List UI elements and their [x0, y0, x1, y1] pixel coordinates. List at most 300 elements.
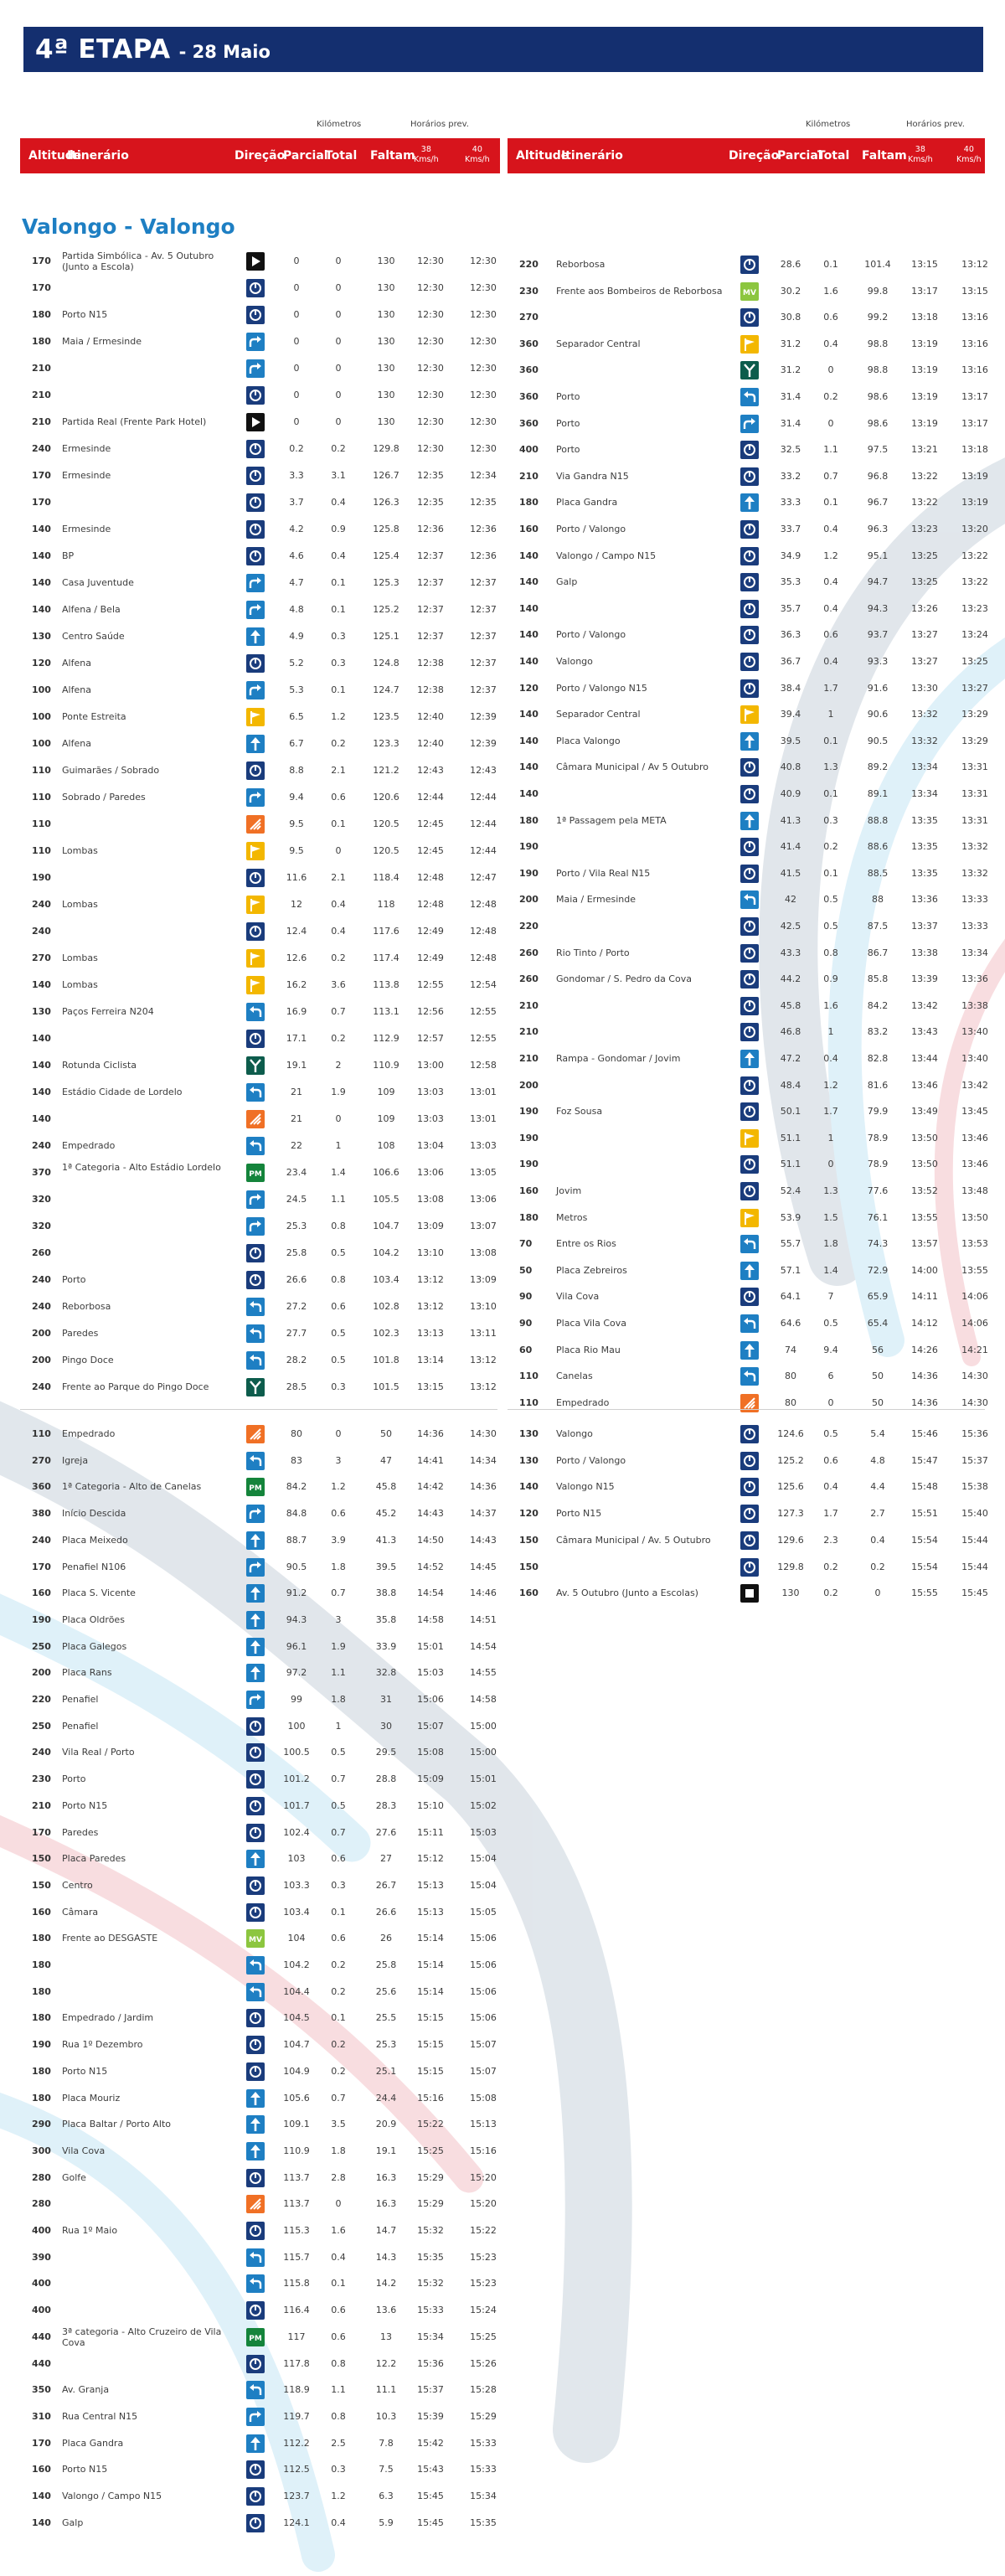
time-38kmh: 15:47	[911, 1454, 938, 1466]
time-38kmh: 13:10	[417, 1247, 444, 1258]
roundabout-icon	[246, 2062, 265, 2081]
itinerary-location	[62, 2270, 238, 2297]
turn-left-icon	[246, 1351, 265, 1370]
km-partial: 103.4	[283, 1906, 310, 1918]
time-38kmh: 13:27	[911, 656, 938, 667]
km-total: 3.5	[331, 2119, 346, 2130]
turn-left-icon	[246, 1956, 265, 1975]
km-remaining: 101.5	[373, 1381, 399, 1392]
time-38kmh: 13:13	[417, 1328, 444, 1339]
altitude-value: 240	[32, 1140, 51, 1151]
km-total: 1.1	[331, 1194, 346, 1205]
km-total: 0.5	[331, 1247, 346, 1258]
time-40kmh: 12:39	[470, 711, 497, 722]
altitude-value: 260	[519, 973, 539, 985]
itinerary-location	[62, 2191, 238, 2217]
altitude-value: 240	[32, 1381, 51, 1392]
km-remaining: 26.7	[375, 1879, 397, 1891]
km-partial: 104	[287, 1933, 306, 1944]
km-total: 0.7	[331, 1773, 346, 1785]
roundabout-icon	[740, 600, 759, 618]
km-partial: 3.7	[289, 497, 304, 508]
itinerary-location: Placa Baltar / Porto Alto	[62, 2119, 171, 2130]
time-38kmh: 12:40	[417, 738, 444, 749]
table-row	[508, 1283, 988, 1310]
sprint-icon	[740, 282, 759, 301]
km-remaining: 91.6	[867, 682, 889, 694]
km-remaining: 27.6	[375, 1826, 397, 1838]
itinerary-location: Placa Rans	[62, 1667, 112, 1679]
time-38kmh: 13:19	[911, 364, 938, 376]
table-row	[508, 648, 988, 675]
time-40kmh: 15:06	[470, 1933, 497, 1944]
km-partial: 51.1	[780, 1132, 801, 1143]
altitude-value: 110	[32, 1428, 51, 1439]
altitude-value: 270	[32, 952, 51, 963]
km-remaining: 5.4	[870, 1428, 885, 1439]
col-altitude: Altitude	[516, 149, 570, 163]
time-38kmh: 15:42	[417, 2437, 444, 2449]
roundabout-icon	[246, 1797, 265, 1815]
table-row	[20, 999, 497, 1025]
km-partial: 84.2	[286, 1481, 307, 1493]
table-row	[508, 1474, 988, 1500]
itinerary-location: Porto N15	[62, 309, 108, 320]
km-total: 0.5	[823, 1318, 838, 1329]
time-38kmh: 14:42	[417, 1481, 444, 1493]
km-partial: 39.5	[780, 735, 801, 746]
table-row	[20, 1320, 497, 1347]
table-row	[20, 1347, 497, 1374]
straight-arrow-icon	[246, 1531, 265, 1550]
table-row	[508, 1072, 988, 1099]
straight-arrow-icon	[246, 1850, 265, 1868]
time-group-label-left: Horários prev.	[410, 120, 469, 129]
km-total: 0	[335, 256, 342, 266]
km-remaining: 31	[380, 1694, 392, 1705]
time-38kmh: 15:43	[417, 2464, 444, 2475]
time-40kmh: 12:35	[470, 497, 497, 508]
col-itinerary: Itinerário	[67, 149, 129, 163]
table-row	[508, 569, 988, 596]
km-total: 0.2	[331, 1985, 346, 1997]
time-40kmh: 12:54	[470, 979, 497, 990]
time-40kmh: 15:36	[961, 1428, 988, 1439]
altitude-value: 140	[519, 576, 539, 588]
turn-right-icon	[246, 574, 265, 592]
km-partial: 83	[291, 1454, 302, 1466]
km-partial: 112.2	[283, 2437, 310, 2449]
stage-date: - 28 Maio	[178, 42, 271, 62]
time-38kmh: 13:25	[911, 550, 938, 561]
km-total: 0.8	[331, 2410, 346, 2422]
km-remaining: 28.3	[375, 1799, 397, 1811]
km-total: 1.6	[331, 2225, 346, 2236]
time-38kmh: 14:43	[417, 1508, 444, 1520]
km-remaining: 130	[377, 309, 395, 320]
time-38kmh: 13:32	[911, 709, 938, 720]
km-total: 0.6	[823, 1454, 838, 1466]
altitude-value: 70	[519, 1238, 533, 1250]
itinerary-location	[556, 304, 732, 331]
km-total: 0.3	[331, 2464, 346, 2475]
table-row	[508, 1125, 988, 1152]
altitude-value: 140	[32, 577, 51, 588]
table-row	[20, 516, 497, 543]
itinerary-location: Paredes	[62, 1826, 99, 1838]
km-partial: 96.1	[286, 1640, 307, 1652]
km-remaining: 117.6	[373, 926, 399, 937]
altitude-value: 140	[32, 1060, 51, 1071]
itinerary-location: Porto / Valongo	[556, 1454, 626, 1466]
km-remaining: 109	[377, 1113, 395, 1124]
time-40kmh: 13:20	[961, 524, 988, 534]
turn-right-icon	[246, 2408, 265, 2426]
time-40kmh: 15:20	[470, 2198, 497, 2210]
km-total: 2	[335, 1060, 342, 1071]
km-remaining: 97.5	[867, 444, 889, 456]
km-partial: 100.5	[283, 1747, 310, 1758]
itinerary-location: Alfena	[62, 684, 91, 695]
itinerary-location: Centro Saúde	[62, 631, 125, 642]
table-row	[508, 1257, 988, 1284]
altitude-value: 180	[32, 309, 51, 320]
itinerary-location: Câmara Municipal / Av. 5 Outubro	[556, 1534, 711, 1546]
itinerary-location: Placa Vila Cova	[556, 1318, 627, 1329]
altitude-value: 190	[32, 1613, 51, 1625]
km-partial: 117.8	[283, 2357, 310, 2369]
roundabout-icon	[246, 869, 265, 887]
km-remaining: 25.1	[375, 2065, 397, 2077]
table-row	[508, 463, 988, 490]
straight-arrow-icon	[740, 1262, 759, 1280]
time-38kmh: 15:46	[911, 1428, 938, 1439]
time-40kmh: 13:33	[961, 921, 988, 932]
table-row	[20, 838, 497, 865]
roundabout-icon	[246, 2487, 265, 2506]
turn-right-icon	[246, 601, 265, 619]
feed-zone-icon	[246, 2195, 265, 2213]
km-total: 0.4	[823, 524, 838, 534]
altitude-value: 290	[32, 2119, 51, 2130]
stage-title: 4ª ETAPA	[35, 34, 171, 65]
km-remaining: 93.3	[867, 656, 889, 667]
itinerary-location: Reborbosa	[62, 1301, 111, 1312]
itinerary-location: Ermesinde	[62, 470, 111, 481]
itinerary-location: Porto / Valongo	[556, 629, 626, 641]
km-total: 0.1	[823, 497, 838, 508]
table-row	[20, 1025, 497, 1052]
altitude-value: 150	[519, 1561, 539, 1572]
km-remaining: 130	[377, 256, 395, 266]
table-row	[20, 1159, 497, 1186]
time-40kmh: 14:34	[470, 1454, 497, 1466]
km-partial: 30.2	[780, 285, 801, 297]
km-remaining: 88.8	[867, 814, 889, 826]
time-38kmh: 15:15	[417, 2065, 444, 2077]
table-row	[508, 1151, 988, 1178]
km-partial: 105.6	[283, 2092, 310, 2104]
altitude-value: 160	[519, 1185, 539, 1196]
flag-icon	[246, 896, 265, 914]
table-row	[508, 410, 988, 437]
altitude-value: 380	[32, 1508, 51, 1520]
km-remaining: 4.8	[870, 1454, 885, 1466]
roundabout-icon	[740, 865, 759, 883]
km-total: 1.2	[823, 550, 838, 561]
table-row	[20, 2430, 497, 2457]
time-40kmh: 12:30	[470, 282, 497, 293]
km-total: 1.2	[331, 2491, 346, 2501]
km-remaining: 7.8	[379, 2437, 394, 2449]
km-partial: 12.4	[286, 926, 307, 937]
table-row	[20, 2111, 497, 2138]
altitude-value: 190	[519, 1159, 539, 1170]
altitude-value: 210	[519, 1053, 539, 1064]
km-partial: 50.1	[780, 1106, 801, 1118]
start-icon	[246, 413, 265, 431]
km-partial: 42.5	[780, 921, 801, 932]
altitude-value: 120	[32, 658, 51, 669]
km-remaining: 105.5	[373, 1194, 399, 1205]
table-row	[20, 1713, 497, 1740]
time-38kmh: 15:14	[417, 1985, 444, 1997]
km-remaining: 28.8	[375, 1773, 397, 1785]
km-total: 0	[335, 416, 342, 427]
table-header-right	[508, 138, 985, 173]
time-40kmh: 13:53	[961, 1238, 988, 1250]
km-total: 1.8	[331, 1561, 346, 1572]
altitude-value: 140	[519, 709, 539, 720]
time-38kmh: 13:00	[417, 1060, 444, 1071]
table-row	[508, 966, 988, 993]
km-partial: 74	[785, 1344, 796, 1355]
km-remaining: 26.6	[375, 1906, 397, 1918]
km-partial: 36.3	[780, 629, 801, 641]
roundabout-icon	[246, 922, 265, 941]
time-38kmh: 13:30	[911, 682, 938, 694]
time-38kmh: 14:36	[911, 1371, 938, 1382]
time-40kmh: 14:21	[961, 1344, 988, 1355]
km-total: 1	[827, 1026, 834, 1038]
flag-icon	[246, 842, 265, 860]
itinerary-location: Placa Paredes	[62, 1853, 126, 1865]
altitude-value: 130	[32, 631, 51, 642]
km-total: 1.6	[823, 285, 838, 297]
km-partial: 101.7	[283, 1799, 310, 1811]
roundabout-icon	[740, 1531, 759, 1550]
table-row	[508, 1421, 988, 1448]
turn-right-icon	[246, 681, 265, 699]
time-38kmh: 12:30	[417, 416, 444, 427]
itinerary-location: Galp	[62, 2517, 84, 2528]
km-remaining: 108	[377, 1140, 395, 1151]
table-row	[20, 650, 497, 677]
time-38kmh: 12:37	[417, 631, 444, 642]
time-40kmh: 13:32	[961, 867, 988, 879]
time-40kmh: 12:30	[470, 443, 497, 454]
turn-left-icon	[246, 1003, 265, 1021]
km-total: 3.1	[331, 470, 346, 481]
km-total: 0	[335, 309, 342, 320]
time-40kmh: 13:05	[470, 1167, 497, 1178]
fork-icon	[246, 1378, 265, 1396]
time-40kmh: 13:46	[961, 1159, 988, 1170]
flag-icon	[740, 335, 759, 354]
time-40kmh: 12:47	[470, 872, 497, 883]
time-40kmh: 15:38	[961, 1481, 988, 1493]
km-remaining: 5.9	[379, 2517, 394, 2528]
itinerary-location: Maia / Ermesinde	[62, 336, 142, 347]
table-row	[508, 993, 988, 1020]
table-row	[508, 1390, 988, 1417]
itinerary-location: Sobrado / Paredes	[62, 792, 146, 803]
altitude-value: 400	[32, 2278, 51, 2289]
time-38kmh: 13:23	[911, 524, 938, 534]
itinerary-location: Partida Simbólica - Av. 5 Outubro (Junto a Escola)	[62, 250, 214, 272]
itinerary-location: 1ª Categoria - Alto Estádio Lordelo	[62, 1162, 221, 1173]
km-partial: 8.8	[289, 765, 304, 776]
altitude-value: 200	[32, 1667, 51, 1679]
itinerary-location	[556, 1072, 732, 1099]
altitude-value: 210	[519, 1026, 539, 1038]
km-total: 0.1	[331, 577, 346, 588]
itinerary-location: Valongo / Campo N15	[556, 550, 657, 561]
roundabout-icon	[246, 440, 265, 458]
km-remaining: 104.2	[373, 1247, 399, 1258]
time-38kmh: 15:45	[417, 2491, 444, 2501]
time-40kmh: 15:29	[470, 2410, 497, 2422]
itinerary-location: Frente aos Bombeiros de Reborbosa	[556, 285, 723, 297]
roundabout-icon	[246, 547, 265, 565]
km-total: 0	[335, 845, 342, 856]
km-remaining: 123.3	[373, 738, 399, 749]
time-40kmh: 13:38	[961, 999, 988, 1011]
altitude-value: 200	[519, 894, 539, 906]
altitude-value: 110	[32, 818, 51, 829]
km-partial: 24.5	[286, 1194, 307, 1205]
altitude-value: 140	[32, 1033, 51, 1044]
km-partial: 28.2	[286, 1355, 307, 1365]
table-row	[20, 436, 497, 462]
table-row	[508, 675, 988, 702]
table-row	[20, 462, 497, 489]
itinerary-location: Placa Meixedo	[62, 1534, 128, 1546]
roundabout-icon	[740, 467, 759, 486]
km-total: 2.3	[823, 1534, 838, 1546]
itinerary-location	[556, 1554, 732, 1581]
time-38kmh: 12:55	[417, 979, 444, 990]
altitude-value: 200	[32, 1328, 51, 1339]
straight-arrow-icon	[246, 735, 265, 753]
km-partial: 41.4	[780, 841, 801, 853]
time-38kmh: 12:35	[417, 470, 444, 481]
itinerary-location: BP	[62, 550, 75, 561]
itinerary-location: Placa Gandra	[62, 2437, 124, 2449]
km-total: 0.3	[331, 658, 346, 669]
itinerary-location: Porto N15	[556, 1508, 602, 1520]
table-row	[508, 781, 988, 808]
roundabout-icon	[246, 1903, 265, 1922]
altitude-value: 240	[32, 1747, 51, 1758]
time-38kmh: 13:46	[911, 1079, 938, 1091]
altitude-value: 60	[519, 1344, 533, 1355]
km-partial: 30.8	[780, 312, 801, 323]
col-direction: Direção	[234, 149, 286, 163]
km-remaining: 93.7	[867, 629, 889, 641]
itinerary-location: Porto	[556, 391, 580, 402]
itinerary-location: Vila Cova	[556, 1291, 600, 1303]
km-total: 1	[335, 1720, 342, 1732]
table-row	[20, 1872, 497, 1899]
km-remaining: 88	[872, 894, 884, 906]
time-38kmh: 13:55	[911, 1211, 938, 1223]
km-partial: 124.6	[777, 1428, 804, 1439]
altitude-value: 320	[32, 1221, 51, 1231]
altitude-value: 220	[519, 259, 539, 270]
time-40kmh: 15:28	[470, 2384, 497, 2396]
altitude-value: 120	[519, 682, 539, 694]
time-38kmh: 12:49	[417, 952, 444, 963]
km-partial: 0	[293, 390, 300, 400]
flag-icon	[246, 976, 265, 994]
km-partial: 5.2	[289, 658, 304, 669]
altitude-value: 150	[32, 1879, 51, 1891]
time-40kmh: 13:16	[961, 338, 988, 349]
km-total: 6	[827, 1371, 834, 1382]
turn-left-icon	[246, 2274, 265, 2293]
km-total: 0.6	[823, 629, 838, 641]
time-40kmh: 14:30	[470, 1428, 497, 1439]
time-40kmh: 15:07	[470, 2039, 497, 2051]
feed-zone-icon	[246, 1425, 265, 1443]
time-40kmh: 12:58	[470, 1060, 497, 1071]
km-remaining: 104.7	[373, 1221, 399, 1231]
turn-right-icon	[246, 1190, 265, 1209]
time-38kmh: 15:36	[417, 2357, 444, 2369]
km-remaining: 123.5	[373, 711, 399, 722]
km-total: 0.1	[331, 684, 346, 695]
table-row	[20, 1766, 497, 1793]
time-38kmh: 15:32	[417, 2225, 444, 2236]
time-40kmh: 12:37	[470, 631, 497, 642]
km-remaining: 13.6	[375, 2305, 397, 2316]
km-remaining: 125.1	[373, 631, 399, 642]
km-partial: 104.9	[283, 2065, 310, 2077]
itinerary-location: Via Gandra N15	[556, 470, 629, 482]
table-row	[20, 2244, 497, 2271]
km-remaining: 118.4	[373, 872, 399, 883]
roundabout-icon	[246, 1877, 265, 1895]
time-40kmh: 13:17	[961, 417, 988, 429]
time-38kmh: 13:08	[417, 1194, 444, 1205]
km-total: 3	[335, 1613, 342, 1625]
itinerary-location: Guimarães / Sobrado	[62, 765, 160, 776]
km-total: 0.2	[331, 738, 346, 749]
time-38kmh: 15:13	[417, 1879, 444, 1891]
time-40kmh: 12:30	[470, 336, 497, 347]
time-38kmh: 15:15	[417, 2039, 444, 2051]
time-40kmh: 12:37	[470, 658, 497, 669]
itinerary-location: Galp	[556, 576, 578, 588]
itinerary-location	[62, 1186, 238, 1213]
time-38kmh: 14:36	[911, 1396, 938, 1408]
km-partial: 110.9	[283, 2145, 310, 2156]
roundabout-icon	[740, 944, 759, 963]
km-partial: 42	[785, 894, 796, 906]
time-40kmh: 15:01	[470, 1773, 497, 1785]
flag-icon	[740, 705, 759, 724]
